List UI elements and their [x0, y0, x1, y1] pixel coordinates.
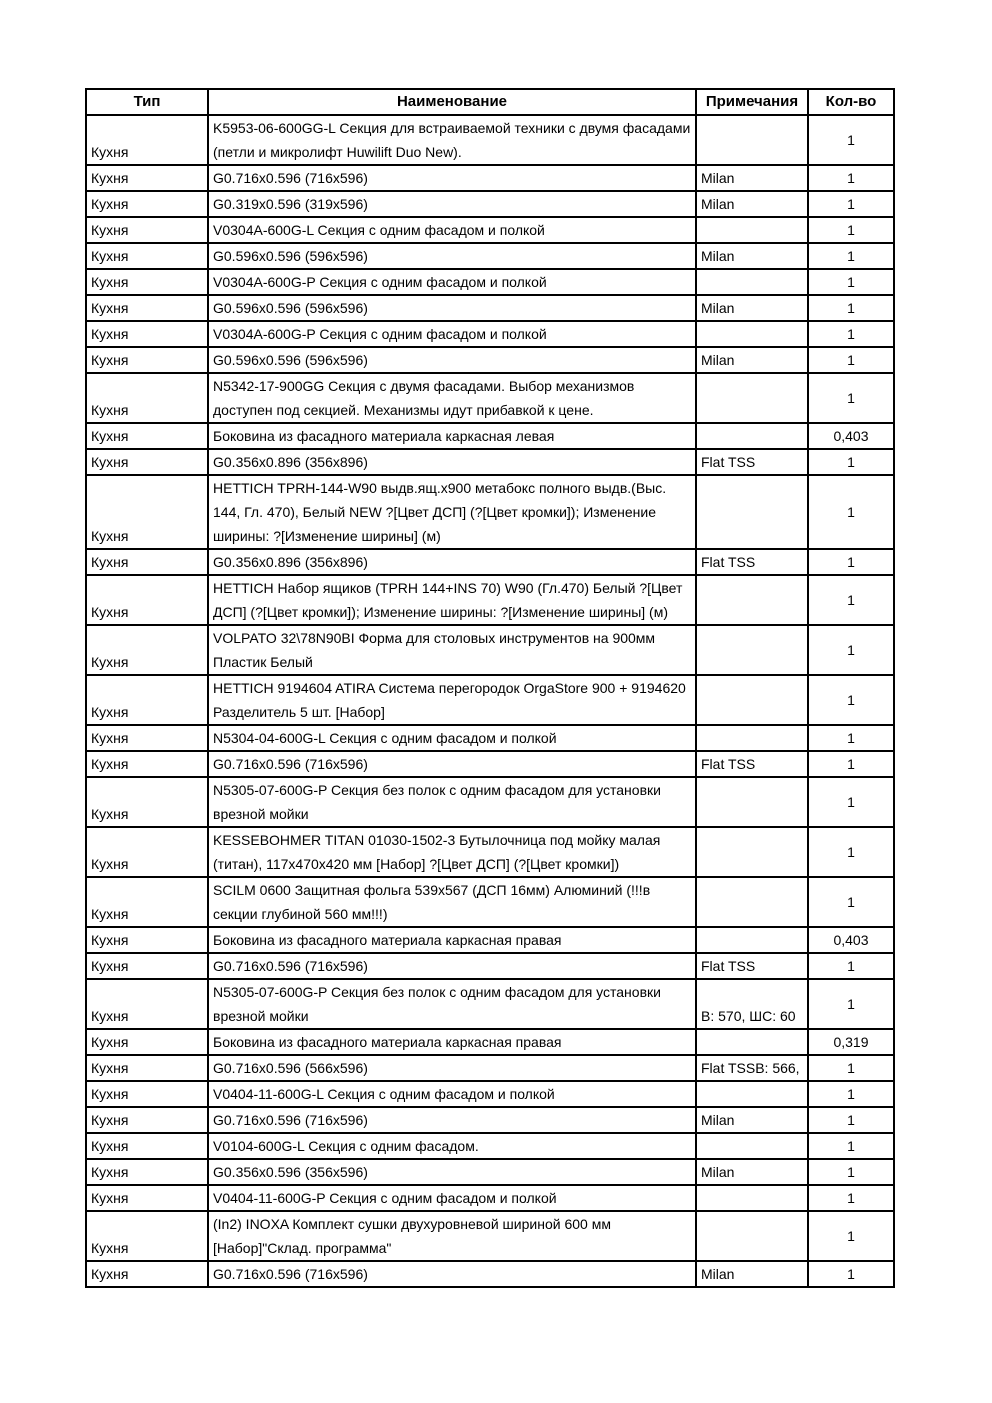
cell-notes: [696, 1081, 808, 1107]
cell-type: Кухня: [86, 373, 208, 423]
cell-qty: 1: [808, 1055, 894, 1081]
cell-qty: 1: [808, 373, 894, 423]
table-row: [86, 675, 894, 725]
cell-notes: [696, 115, 808, 165]
cell-qty: 1: [808, 1185, 894, 1211]
cell-notes: [696, 1029, 808, 1055]
cell-name: V0404-11-600G-L Секция с одним фасадом и полкой: [208, 1081, 696, 1107]
cell-name: KESSEBOHMER TITAN 01030-1502-3 Бутылочница под мойку малая (титан), 117x470x420 мм [Набор] ?[Цвет ДСП] (?[Цвет кромки]): [208, 827, 696, 877]
cell-notes: Milan: [696, 347, 808, 373]
cell-name: G0.596x0.596 (596x596): [208, 347, 696, 373]
cell-type: Кухня: [86, 347, 208, 373]
table-row: [86, 347, 894, 373]
cell-notes: [696, 321, 808, 347]
cell-name: G0.596x0.596 (596x596): [208, 295, 696, 321]
cell-qty: 1: [808, 1211, 894, 1261]
cell-qty: 1: [808, 877, 894, 927]
table-row: [86, 1211, 894, 1261]
cell-qty: 1: [808, 1261, 894, 1287]
table-row: [86, 1159, 894, 1185]
table-row: [86, 295, 894, 321]
cell-type: Кухня: [86, 1029, 208, 1055]
cell-notes: Flat TSS: [696, 751, 808, 777]
table-row: [86, 1185, 894, 1211]
table-row: [86, 243, 894, 269]
cell-type: Кухня: [86, 115, 208, 165]
cell-type: Кухня: [86, 1211, 208, 1261]
header-row: [86, 89, 894, 115]
cell-qty: 0,319: [808, 1029, 894, 1055]
cell-name: G0.356x0.596 (356x596): [208, 1159, 696, 1185]
cell-type: Кухня: [86, 243, 208, 269]
cell-type: Кухня: [86, 321, 208, 347]
cell-notes: [696, 1185, 808, 1211]
table-row: [86, 269, 894, 295]
cell-notes: B: 570, ШС: 60: [696, 979, 808, 1029]
cell-qty: 1: [808, 1133, 894, 1159]
cell-name: G0.356x0.896 (356x896): [208, 549, 696, 575]
table-body: [86, 115, 894, 1287]
cell-name: SCILM 0600 Защитная фольга 539x567 (ДСП 16мм) Алюминий (!!!в секции глубиной 560 мм!!!): [208, 877, 696, 927]
column-header-notes: Примечания: [696, 89, 808, 115]
cell-notes: [696, 827, 808, 877]
cell-qty: 1: [808, 777, 894, 827]
cell-name: G0.596x0.596 (596x596): [208, 243, 696, 269]
cell-name: G0.716x0.596 (716x596): [208, 165, 696, 191]
cell-type: Кухня: [86, 549, 208, 575]
cell-notes: [696, 625, 808, 675]
cell-type: Кухня: [86, 827, 208, 877]
table-row: [86, 777, 894, 827]
cell-qty: 1: [808, 1107, 894, 1133]
cell-name: G0.319x0.596 (319x596): [208, 191, 696, 217]
cell-notes: [696, 423, 808, 449]
table-row: [86, 475, 894, 549]
cell-notes: [696, 1211, 808, 1261]
cell-type: Кухня: [86, 295, 208, 321]
cell-notes: Flat TSS: [696, 549, 808, 575]
cell-name: N5305-07-600G-P Секция без полок с одним фасадом для установки врезной мойки: [208, 777, 696, 827]
spreadsheet-region: [85, 88, 895, 1288]
cell-type: Кухня: [86, 1159, 208, 1185]
cell-notes: [696, 217, 808, 243]
cell-name: N5305-07-600G-P Секция без полок с одним фасадом для установки врезной мойки: [208, 979, 696, 1029]
table-row: [86, 115, 894, 165]
cell-type: Кухня: [86, 777, 208, 827]
cell-name: G0.716x0.596 (566x596): [208, 1055, 696, 1081]
cell-type: Кухня: [86, 475, 208, 549]
table-row: [86, 1133, 894, 1159]
cell-name: V0304A-600G-L Секция с одним фасадом и полкой: [208, 217, 696, 243]
cell-type: Кухня: [86, 1261, 208, 1287]
table-row: [86, 217, 894, 243]
cell-qty: 1: [808, 675, 894, 725]
table-row: [86, 1055, 894, 1081]
cell-name: HETTICH 9194604 ATIRA Система перегородок OrgaStore 900 + 9194620 Разделитель 5 шт. [Набор]: [208, 675, 696, 725]
cell-name: V0304A-600G-P Секция с одним фасадом и полкой: [208, 269, 696, 295]
cell-name: HETTICH Набор ящиков (TPRH 144+INS 70) W90 (Гл.470) Белый ?[Цвет ДСП] (?[Цвет кромки]); Изменение ширины: ?[Изменение ширины] (м): [208, 575, 696, 625]
cell-qty: 1: [808, 625, 894, 675]
table-row: [86, 927, 894, 953]
cell-qty: 1: [808, 165, 894, 191]
table-row: [86, 953, 894, 979]
cell-type: Кухня: [86, 979, 208, 1029]
cell-type: Кухня: [86, 675, 208, 725]
table-row: [86, 575, 894, 625]
cell-type: Кухня: [86, 953, 208, 979]
cell-name: G0.716x0.596 (716x596): [208, 1107, 696, 1133]
cell-qty: 1: [808, 1159, 894, 1185]
cell-notes: [696, 1133, 808, 1159]
cell-notes: Milan: [696, 165, 808, 191]
cell-type: Кухня: [86, 1133, 208, 1159]
table-header: [86, 89, 894, 115]
cell-name: N5342-17-900GG Секция с двумя фасадами. Выбор механизмов доступен под секцией. Механизмы идут прибавкой к цене.: [208, 373, 696, 423]
cell-notes: Flat TSS: [696, 953, 808, 979]
cell-name: G0.716x0.596 (716x596): [208, 1261, 696, 1287]
cell-name: V0404-11-600G-P Секция с одним фасадом и полкой: [208, 1185, 696, 1211]
cell-notes: Milan: [696, 191, 808, 217]
cell-type: Кухня: [86, 927, 208, 953]
cell-type: Кухня: [86, 269, 208, 295]
cell-name: HETTICH TPRH-144-W90 выдв.ящ.x900 метабокс полного выдв.(Выс. 144, Гл. 470), Белый NEW ?[Цвет ДСП] (?[Цвет кромки]); Изменение ширины: ?[Изменение ширины] (м): [208, 475, 696, 549]
cell-name: N5304-04-600G-L Секция с одним фасадом и полкой: [208, 725, 696, 751]
table-row: [86, 373, 894, 423]
table-row: [86, 449, 894, 475]
items-table: [85, 88, 895, 1288]
cell-qty: 1: [808, 725, 894, 751]
cell-name: G0.356x0.896 (356x896): [208, 449, 696, 475]
cell-name: G0.716x0.596 (716x596): [208, 751, 696, 777]
cell-qty: 1: [808, 449, 894, 475]
cell-name: Боковина из фасадного материала каркасная правая: [208, 1029, 696, 1055]
cell-qty: 1: [808, 295, 894, 321]
cell-notes: [696, 269, 808, 295]
cell-qty: 1: [808, 191, 894, 217]
cell-qty: 1: [808, 751, 894, 777]
cell-type: Кухня: [86, 625, 208, 675]
table-row: [86, 1261, 894, 1287]
cell-notes: Milan: [696, 1261, 808, 1287]
table-row: [86, 321, 894, 347]
cell-notes: [696, 927, 808, 953]
cell-name: VOLPATO 32\78N90BI Форма для столовых инструментов на 900мм Пластик Белый: [208, 625, 696, 675]
cell-name: Боковина из фасадного материала каркасная правая: [208, 927, 696, 953]
cell-qty: 1: [808, 115, 894, 165]
column-header-type: Тип: [86, 89, 208, 115]
cell-qty: 1: [808, 269, 894, 295]
cell-type: Кухня: [86, 217, 208, 243]
cell-notes: [696, 475, 808, 549]
cell-notes: [696, 373, 808, 423]
table-row: [86, 625, 894, 675]
cell-notes: Milan: [696, 295, 808, 321]
cell-qty: 0,403: [808, 423, 894, 449]
cell-type: Кухня: [86, 423, 208, 449]
cell-qty: 1: [808, 243, 894, 269]
cell-type: Кухня: [86, 449, 208, 475]
cell-type: Кухня: [86, 877, 208, 927]
table-row: [86, 423, 894, 449]
cell-type: Кухня: [86, 1055, 208, 1081]
cell-qty: 1: [808, 347, 894, 373]
table-row: [86, 751, 894, 777]
table-row: [86, 1081, 894, 1107]
cell-type: Кухня: [86, 191, 208, 217]
cell-qty: 1: [808, 953, 894, 979]
table-row: [86, 191, 894, 217]
cell-notes: [696, 777, 808, 827]
cell-qty: 1: [808, 475, 894, 549]
table-row: [86, 549, 894, 575]
cell-notes: Milan: [696, 243, 808, 269]
cell-type: Кухня: [86, 1081, 208, 1107]
cell-notes: [696, 575, 808, 625]
table-row: [86, 877, 894, 927]
table-row: [86, 1107, 894, 1133]
cell-type: Кухня: [86, 751, 208, 777]
table-row: [86, 165, 894, 191]
column-header-qty: Кол-во: [808, 89, 894, 115]
cell-qty: 1: [808, 549, 894, 575]
cell-notes: [696, 675, 808, 725]
cell-name: V0304A-600G-P Секция с одним фасадом и полкой: [208, 321, 696, 347]
table-row: [86, 979, 894, 1029]
cell-type: Кухня: [86, 575, 208, 625]
cell-notes: Milan: [696, 1159, 808, 1185]
cell-notes: Flat TSS: [696, 449, 808, 475]
cell-notes: Milan: [696, 1107, 808, 1133]
cell-name: K5953-06-600GG-L Секция для встраиваемой техники с двумя фасадами (петли и микролифт Huwilift Duo New).: [208, 115, 696, 165]
table-row: [86, 827, 894, 877]
cell-qty: 1: [808, 827, 894, 877]
cell-qty: 1: [808, 979, 894, 1029]
cell-type: Кухня: [86, 725, 208, 751]
cell-name: Боковина из фасадного материала каркасная левая: [208, 423, 696, 449]
table-row: [86, 725, 894, 751]
cell-qty: 1: [808, 1081, 894, 1107]
column-header-name: Наименование: [208, 89, 696, 115]
cell-qty: 0,403: [808, 927, 894, 953]
cell-qty: 1: [808, 217, 894, 243]
cell-notes: Flat TSSB: 566,: [696, 1055, 808, 1081]
cell-name: G0.716x0.596 (716x596): [208, 953, 696, 979]
cell-notes: [696, 725, 808, 751]
cell-qty: 1: [808, 321, 894, 347]
cell-qty: 1: [808, 575, 894, 625]
cell-type: Кухня: [86, 1107, 208, 1133]
cell-type: Кухня: [86, 165, 208, 191]
cell-notes: [696, 877, 808, 927]
cell-name: (In2) INOXA Комплект сушки двухуровневой шириной 600 мм [Набор]"Склад. программа": [208, 1211, 696, 1261]
cell-type: Кухня: [86, 1185, 208, 1211]
cell-name: V0104-600G-L Секция с одним фасадом.: [208, 1133, 696, 1159]
table-row: [86, 1029, 894, 1055]
